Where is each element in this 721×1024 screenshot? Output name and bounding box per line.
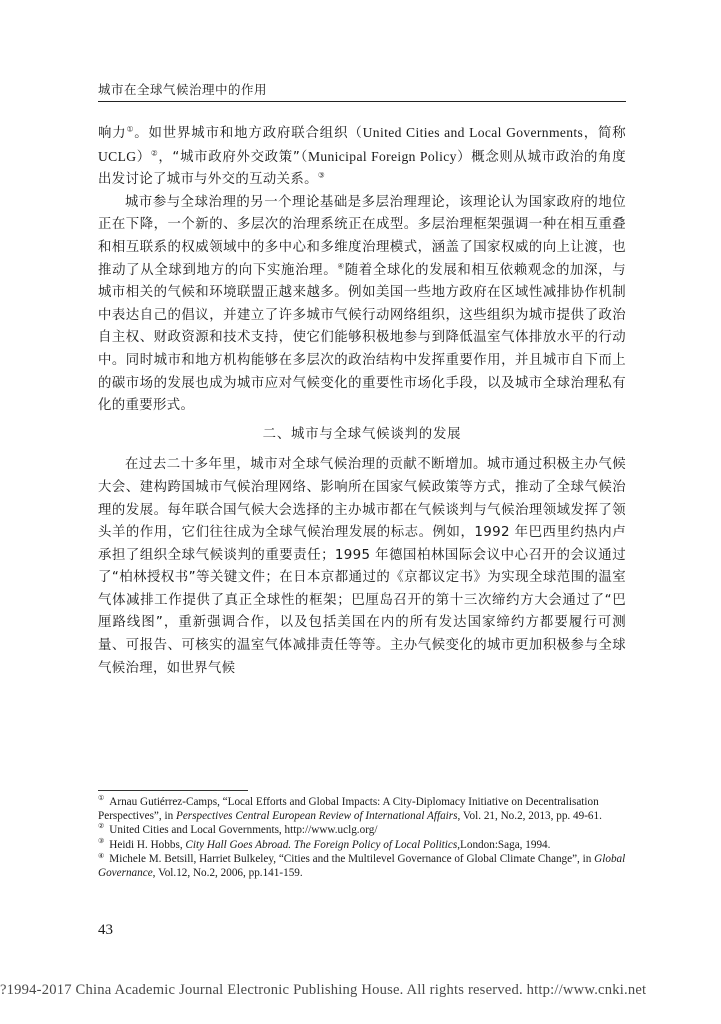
footnote-mark: ② [98,822,105,831]
footnote-mark: ① [98,794,105,803]
text-run: 随着全球化的发展和相互依赖观念的加深，与城市相关的气候和环境联盟正越来越多。例如美国一些地方政府在区域性减排协作机制中表达自己的倡议，并建立了许多城市气候行动网络组织，这些组织为城市提供了政治自主权、财政资源和技术支持，使它们能够积极地参与到降低温室气体排放水平的行动中。同时城市和地方机构能够在多层次的政治结构中发挥重要作用，并且城市自下而上的碳市场的发展也成为城市应对气候变化的重要性市场化手段，以及城市全球治理私有化的重要形式。 [98,262,627,414]
footnote-4 [98,853,626,880]
text-run: Arnau Gutiérrez-Camps, “Local Efforts and Global Impacts: A City-Diplomacy Initiative on Decentralisation Perspectives”, in [98,796,599,822]
header-rule [98,101,626,102]
body-text [98,122,626,680]
copyright-notice: ?1994-2017 China Academic Journal Electronic Publishing House. All rights reserved. http://www.cnki.net [0,982,647,998]
section-heading: 二、城市与全球气候谈判的发展 [262,426,462,442]
footnote-3 [98,839,626,853]
text-run: 在过去二十多年里，城市对全球气候治理的贡献不断增加。城市通过积极主办气候大会、建构跨国城市气候治理网络、影响所在国家气候政策等方式，推动了全球气候治理的发展。每年联合国气候大会选择的主办城市都在气候谈判与气候治理领域发挥了领头羊的作用，它们往往成为全球气候治理发展的标志。例如，1992 年巴西里约热内卢承担了组织全球气候谈判的重要责任；1995 年德国柏林国际会议中心召开的会议通过了“柏林授权书”等关键文件；在日本京都通过的《京都议定书》为实现全球范围的温室气体减排工作提供了真正全球性的框架；巴厘岛召开的第十三次缔约方大会通过了“巴厘路线图”，重新强调合作，以及包括美国在内的所有发达国家缔约方都要履行可测量、可报告、可核实的温室气体减排责任等等。主办气候变化的城市更加积极参与全球气候治理，如世界气候 [98,457,626,676]
italic-text-run: Global Governance [98,853,626,879]
footnote-mark: ④ [98,851,105,860]
footnote-marker: ① [126,124,135,134]
text-run: ）概念则从城市政治的角度出发讨论了城市与外交的互动关系。 [98,149,626,188]
footnote-marker: ③ [317,170,325,180]
text-run: Michele M. Betsill, Harriet Bulkeley, “Cities and the Multilevel Governance of Global Climate Change”, in [109,853,595,866]
italic-text-run: City Hall Goes Abroad. The Foreign Policy of Local Politics [185,838,458,851]
paragraph-1 [98,122,626,192]
text-run: 响力 [98,126,127,141]
text-run: , Vol. 21, No.2, 2013, pp. 49-61. [457,809,602,822]
text-run: ，“城市政府外交政策”（ [158,149,308,165]
text-run: ） [136,149,151,165]
footnotes [98,796,626,882]
text-run: , Vol.12, No.2, 2006, pp.141-159. [152,866,303,879]
text-run: 。如世界城市和地方政府联合组织（ [134,126,363,141]
paragraph-2 [98,192,626,418]
text-run: ，简称 [583,126,627,141]
text-run: ,London:Saga, 1994. [457,838,551,851]
latin-text-run: United Cities and Local Governments [362,125,584,140]
footnote-mark: ③ [98,837,105,846]
latin-text-run: UCLG [98,148,137,164]
text-run: 城市参与全球治理的另一个理论基础是多层治理理论，该理论认为国家政府的地位正在下降，一个新的、多层次的治理系统正在成型。多层治理框架强调一种在相互重叠和相互联系的权威领域中的多中心和多维度治理模式，涵盖了国家权威的向上让渡，也推动了从全球到地方的向下实施治理。 [98,194,626,278]
running-header: 城市在全球气候治理中的作用 [98,82,268,97]
footnote-1 [98,796,626,823]
footnote-2 [98,824,626,838]
footnote-marker: ② [150,148,159,158]
paragraph-3 [98,454,626,680]
text-run: Heidi H. Hobbs, [109,838,186,851]
latin-text-run: Municipal Foreign Policy [307,148,457,164]
page-number: 43 [98,922,113,938]
footnote-rule [98,790,248,791]
footnote-marker: ④ [337,261,345,271]
italic-text-run: Perspectives Central European Review of International Affairs [175,809,458,822]
text-run: United Cities and Local Governments, http://www.uclg.org/ [109,824,378,837]
